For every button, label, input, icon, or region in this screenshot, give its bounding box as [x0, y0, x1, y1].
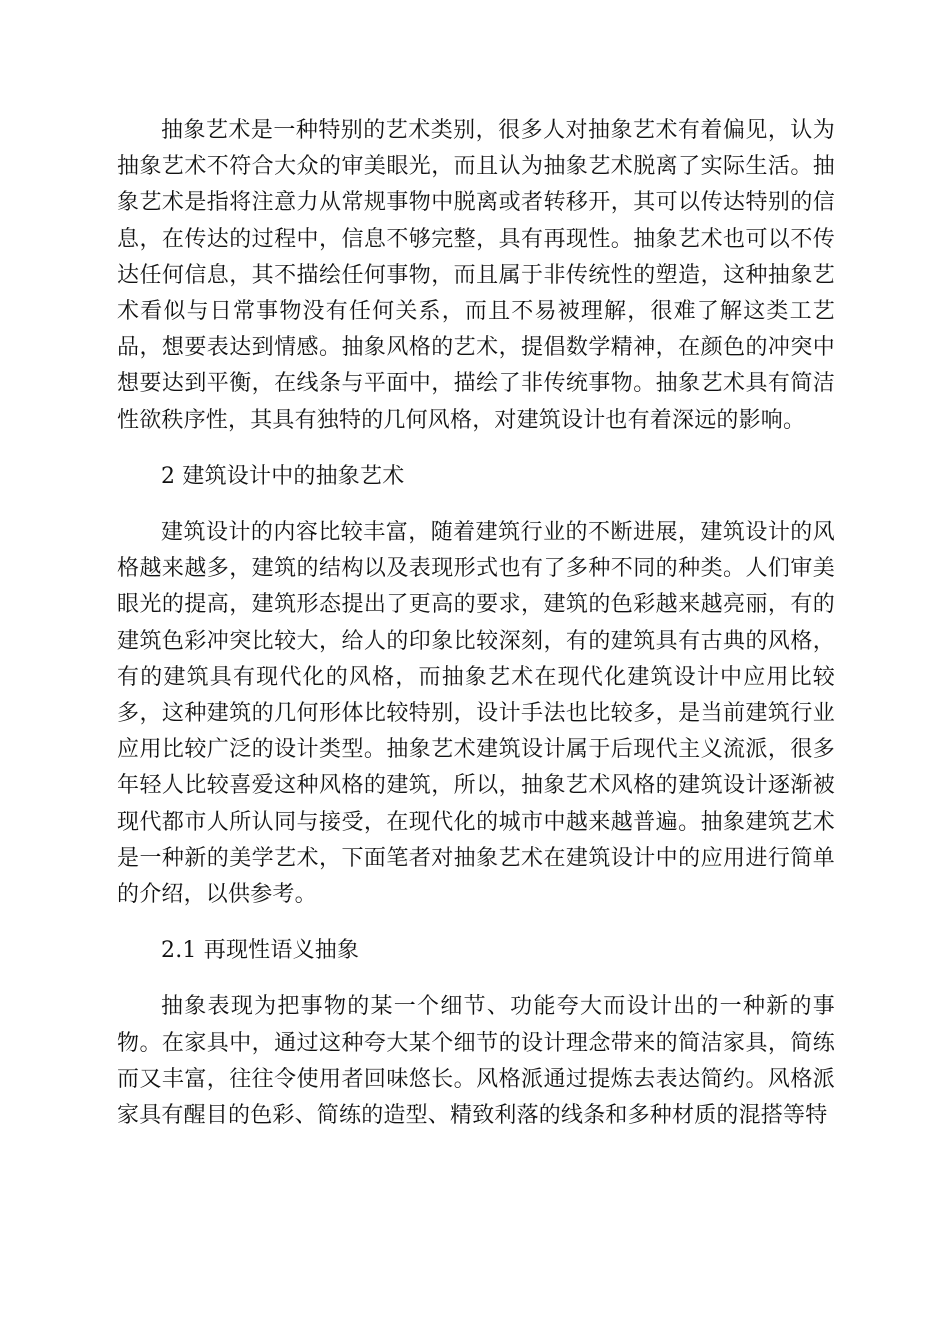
section-heading-2-1: 2.1 再现性语义抽象	[161, 938, 360, 964]
section-heading-2: 2 建筑设计中的抽象艺术	[161, 463, 405, 489]
paragraph-architecture-design: 建筑设计的内容比较丰富，随着建筑行业的不断进展，建筑设计的风格越来越多，建筑的结构以及表现形式也有了多种不同的种类。人们审美眼光的提高，建筑形态提出了更高的要求，建筑的色彩越来越亮丽，有的建筑色彩冲突比较大，给人的印象比较深刻，有的建筑具有古典的风格，有的建筑具有现代化的风格，而抽象艺术在现代化建筑设计中应用比较多，这种建筑的几何形体比较特别，设计手法也比较多，是当前建筑行业应用比较广泛的设计类型。抽象艺术建筑设计属于后现代主义流派，很多年轻人比较喜爱这种风格的建筑，所以，抽象艺术风格的建筑设计逐渐被现代都市人所认同与接受，在现代化的城市中越来越普遍。抽象建筑艺术是一种新的美学艺术，下面笔者对抽象艺术在建筑设计中的应用进行简单的介绍，以供参考。	[117, 520, 835, 908]
spacer	[117, 913, 835, 933]
document-page	[117, 113, 835, 1134]
spacer	[117, 439, 835, 459]
spacer	[117, 969, 835, 989]
paragraph-abstract-art-intro: 抽象艺术是一种特别的艺术类别，很多人对抽象艺术有着偏见，认为抽象艺术不符合大众的审美眼光，而且认为抽象艺术脱离了实际生活。抽象艺术是指将注意力从常规事物中脱离或者转移开，其可以传达特别的信息，在传达的过程中，信息不够完整，具有再现性。抽象艺术也可以不传达任何信息，其不描绘任何事物，而且属于非传统性的塑造，这种抽象艺术看似与日常事物没有任何关系，而且不易被理解，很难了解这类工艺品，想要表达到情感。抽象风格的艺术，提倡数学精神，在颜色的冲突中想要达到平衡，在线条与平面中，描绘了非传统事物。抽象艺术具有简洁性欲秩序性，其具有独特的几何风格，对建筑设计也有着深远的影响。	[117, 118, 835, 433]
paragraph-representational-abstraction: 抽象表现为把事物的某一个细节、功能夸大而设计出的一种新的事物。在家具中，通过这种夸大某个细节的设计理念带来的简洁家具，简练而又丰富，往往令使用者回味悠长。风格派通过提炼去表达简约。风格派家具有醒目的色彩、简练的造型、精致利落的线条和多种材质的混搭等特	[117, 994, 835, 1129]
spacer	[117, 495, 835, 515]
